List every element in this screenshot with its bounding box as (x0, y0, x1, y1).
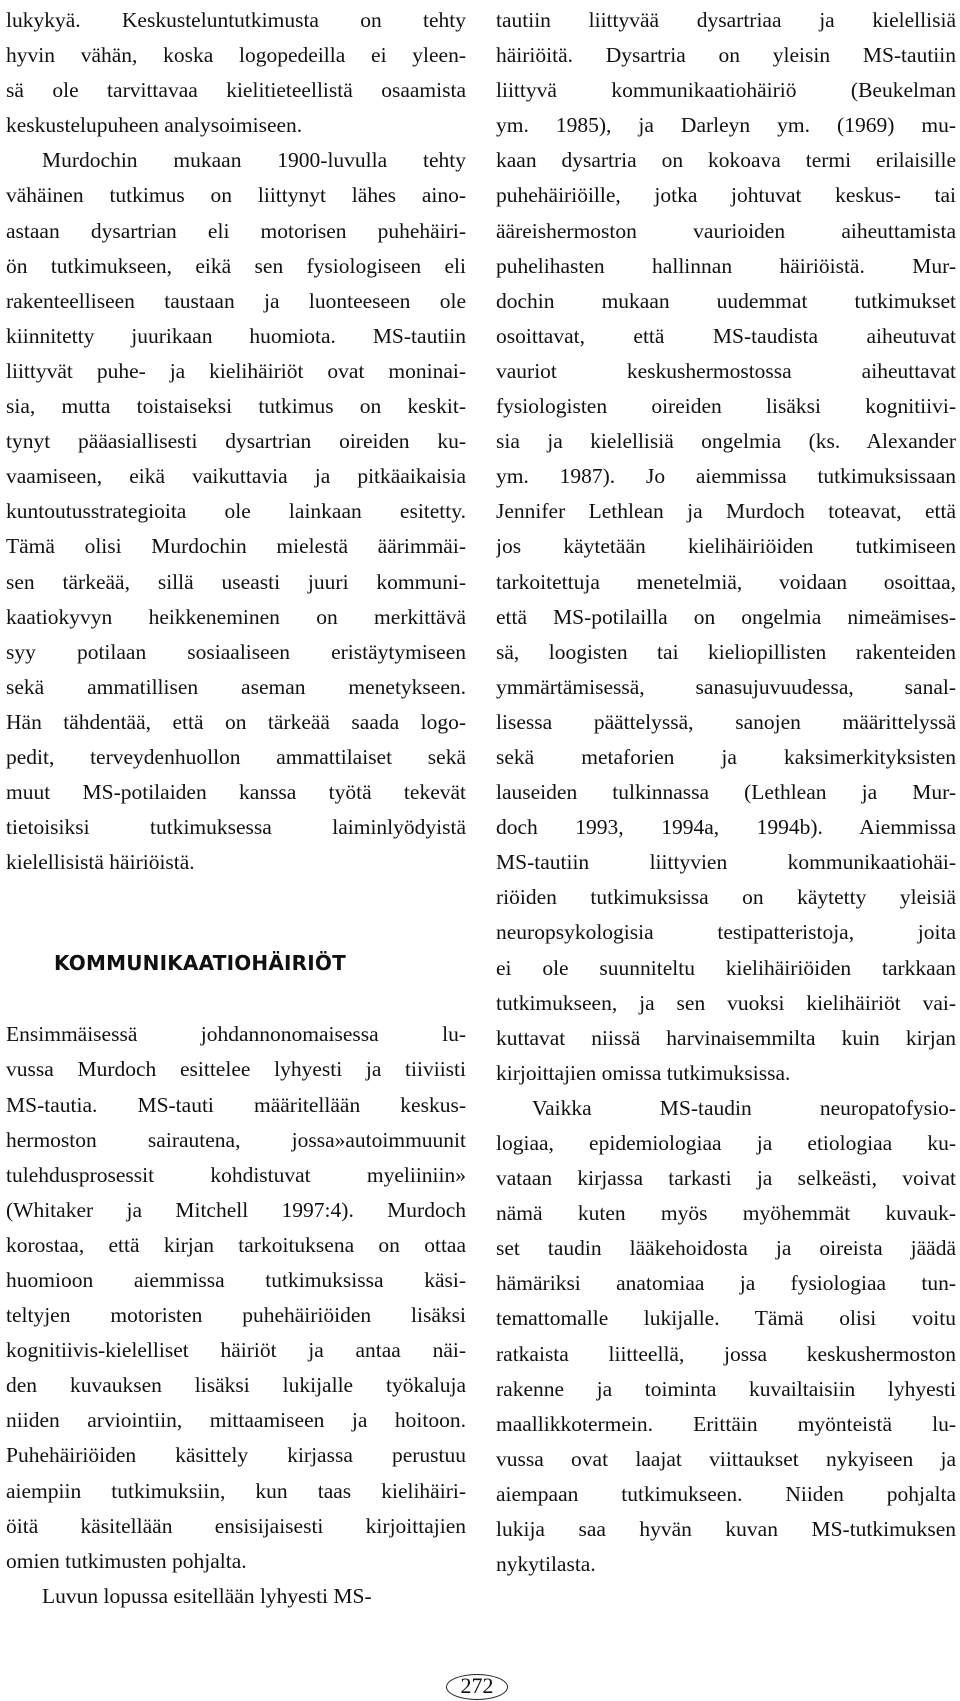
text-line: logiaa, epidemiologiaa ja etiologiaa ku- (496, 1131, 956, 1155)
page-number: 272 (446, 1674, 508, 1700)
text-line: tulehdusprosessit kohdistuvat myeliiniin» (6, 1162, 466, 1187)
text-line: huomioon aiemmissa tutkimuksissa käsi- (6, 1268, 466, 1292)
text-line: jos käytetään kielihäiriöiden tutkimiseen (496, 534, 956, 559)
text-line: Ensimmäisessä johdannonomaisessa lu- (6, 1022, 466, 1047)
text-line: Hän tähdentää, että on tärkeää saada logo- (6, 709, 466, 734)
paragraph-introduction-chapter (6, 1017, 466, 1579)
paragraph-chapter-end (6, 1579, 466, 1614)
text-line: teltyjen motoristen puhehäiriöiden lisäksi (6, 1303, 466, 1328)
text-line: neuropsykologisia testipatteristoja, joita (496, 920, 956, 945)
text-line: sekä metaforien ja kaksimerkityksisten (496, 744, 956, 769)
text-line: kognitiivis-kielelliset häiriöt ja antaa näi- (6, 1338, 466, 1363)
text-line: kaatiokyvyn heikkeneminen on merkittävä (6, 604, 466, 629)
text-line: tarkoitettuja menetelmiä, voidaan osoittaa, (496, 569, 956, 594)
text-line: Jennifer Lethlean ja Murdoch toteavat, että (496, 499, 956, 524)
text-line: set taudin lääkehoidosta ja oireista jäädä (496, 1236, 956, 1261)
text-line: tautiin liittyvää dysartriaa ja kielellisiä (496, 8, 956, 32)
text-line: lukija saa hyvän kuvan MS-tutkimuksen (496, 1517, 956, 1542)
text-line: pedit, terveydenhuollon ammattilaiset sekä (6, 744, 466, 769)
right-column (496, 3, 956, 1582)
text-line: vussa ovat laajat viittaukset nykyiseen ja (496, 1446, 956, 1471)
text-line: rakenne ja toiminta kuvailtaisiin lyhyesti (496, 1376, 956, 1401)
text-line: sä ole tarvittavaa kielitieteellistä osaamista (6, 78, 466, 103)
text-line: kuttavat niissä harvinaisemmilta kuin kirjan (496, 1025, 956, 1050)
section-heading: KOMMUNIKAATIOHÄIRIÖT (54, 951, 346, 976)
text-line: den kuvauksen lisäksi lukijalle työkaluja (6, 1373, 466, 1398)
text-line: maallikkotermein. Erittäin myönteistä lu- (496, 1411, 956, 1436)
text-line: vähäinen tutkimus on liittynyt lähes aino- (6, 183, 466, 208)
text-line: aiempiin tutkimuksiin, kun taas kielihäiri- (6, 1478, 466, 1503)
text-line: lukykyä. Keskusteluntutkimusta on tehty (6, 8, 466, 32)
text-line: MS-tautia. MS-tauti määritellään keskus- (6, 1092, 466, 1117)
text-line: sia, mutta toistaiseksi tutkimus on keskit- (6, 394, 466, 419)
text-line: temattomalle lukijalle. Tämä olisi voitu (496, 1306, 956, 1331)
text-line: Tämä olisi Murdochin mielestä äärimmäi- (6, 534, 466, 559)
text-line: keskustelupuheen analysoimiseen. (6, 113, 303, 138)
text-line: liittyvät puhe- ja kielihäiriöt ovat moninai- (6, 358, 466, 383)
text-line: Puhehäiriöiden käsittely kirjassa perustuu (6, 1443, 466, 1468)
text-line: aiempaan tutkimukseen. Niiden pohjalta (496, 1481, 956, 1506)
text-line: Vaikka MS-taudin neuropatofysio- (532, 1095, 956, 1120)
text-line: kielellisistä häiriöistä. (6, 850, 195, 875)
text-line: MS-tautiin liittyvien kommunikaatiohäi- (496, 850, 956, 875)
text-line: sekä ammatillisen aseman menetykseen. (6, 674, 466, 699)
text-line: kiinnitetty juurikaan huomiota. MS-tautiin (6, 323, 466, 348)
paragraph-dysarthria (496, 3, 956, 1091)
text-line: omien tutkimusten pohjalta. (6, 1548, 247, 1573)
text-line: ym. 1985), ja Darleyn ym. (1969) mu- (496, 113, 956, 138)
text-line: osoittavat, että MS-taudista aiheutuvat (496, 323, 956, 348)
text-line: vussa Murdoch esittelee lyhyesti ja tiiviisti (6, 1057, 466, 1082)
text-line: vaamiseen, eikä vaikuttavia ja pitkäaikaisia (6, 464, 466, 489)
text-line: riöiden tutkimuksissa on käytetty yleisiä (496, 885, 956, 910)
left-column (6, 3, 466, 1614)
text-line: tynyt pääasiallisesti dysartrian oireiden ku- (6, 429, 466, 454)
text-line: sen tärkeää, sillä useasti juuri kommuni- (6, 569, 466, 594)
text-line: muut MS-potilaiden kanssa työtä tekevät (6, 780, 466, 805)
text-line: astaan dysartrian eli motorisen puhehäiri- (6, 218, 466, 243)
paragraph-continuation (6, 3, 466, 143)
text-line: sia ja kielellisiä ongelmia (ks. Alexander (496, 429, 956, 454)
text-line: niiden arviointiin, mittaamiseen ja hoitoon. (6, 1408, 466, 1433)
text-line: häiriöitä. Dysartria on yleisin MS-tautiin (496, 43, 956, 68)
text-line: lisessa päättelyssä, sanojen määrittelyssä (496, 709, 956, 734)
text-line: ymmärtämisessä, sanasujuvuudessa, sanal- (496, 674, 956, 699)
text-line: korostaa, että kirjan tarkoituksena on ottaa (6, 1232, 466, 1257)
text-line: nykytilasta. (496, 1552, 596, 1577)
paragraph-murdoch-research (6, 143, 466, 880)
text-line: ön tutkimukseen, eikä sen fysiologiseen eli (6, 253, 466, 278)
text-line: hermoston sairautena, jossa»autoimmuunit (6, 1127, 466, 1152)
text-line: puhelihasten hallinnan häiriöistä. Mur- (496, 253, 956, 278)
text-line: tutkimukseen, ja sen vuoksi kielihäiriöt vai- (496, 990, 956, 1015)
text-line: vataan kirjassa tarkasti ja selkeästi, voivat (496, 1166, 956, 1191)
text-line: ääreishermoston vaurioiden aiheuttamista (496, 218, 956, 243)
text-line: kaan dysartria on kokoava termi erilaisille (496, 148, 956, 173)
text-line: lauseiden tulkinnassa (Lethlean ja Mur- (496, 780, 956, 805)
text-line: ei ole suunniteltu kielihäiriöiden tarkkaan (496, 955, 956, 980)
text-line: (Whitaker ja Mitchell 1997:4). Murdoch (6, 1197, 466, 1222)
text-line: Murdochin mukaan 1900-luvulla tehty (42, 148, 466, 173)
text-line: rakenteelliseen taustaan ja luonteeseen ole (6, 288, 466, 313)
text-line: hyvin vähän, koska logopedeilla ei yleen- (6, 43, 466, 68)
text-line: hämäriksi anatomiaa ja fysiologiaa tun- (496, 1271, 956, 1296)
text-line: doch 1993, 1994a, 1994b). Aiemmissa (496, 815, 956, 840)
text-line: kuntoutusstrategioita ole lainkaan esitetty. (6, 499, 466, 524)
text-line: että MS-potilailla on ongelmia nimeämises- (496, 604, 956, 629)
text-line: fysiologisten oireiden lisäksi kognitiivi- (496, 394, 956, 419)
text-line: Luvun lopussa esitellään lyhyesti MS- (42, 1583, 372, 1608)
text-line: sä, loogisten tai kieliopillisten rakenteiden (496, 639, 956, 664)
text-line: ratkaista liitteellä, jossa keskushermoston (496, 1341, 956, 1366)
text-line: liittyvä kommunikaatiohäiriö (Beukelman (496, 78, 956, 103)
text-line: puhehäiriöille, jotka johtuvat keskus- tai (496, 183, 956, 208)
text-line: dochin mukaan uudemmat tutkimukset (496, 288, 956, 313)
text-line: tietoisiksi tutkimuksessa laiminlyödyistä (6, 815, 466, 840)
text-line: ym. 1987). Jo aiemmissa tutkimuksissaan (496, 464, 956, 489)
text-line: syy potilaan sosiaaliseen eristäytymiseen (6, 639, 466, 664)
text-line: vauriot keskushermostossa aiheuttavat (496, 358, 956, 383)
text-line: kirjoittajien omissa tutkimuksissa. (496, 1060, 791, 1085)
text-line: nämä kuten myös myöhemmät kuvauk- (496, 1201, 956, 1226)
paragraph-neuropathophysiology (496, 1091, 956, 1582)
text-line: öitä käsitellään ensisijaisesti kirjoittajien (6, 1513, 466, 1538)
